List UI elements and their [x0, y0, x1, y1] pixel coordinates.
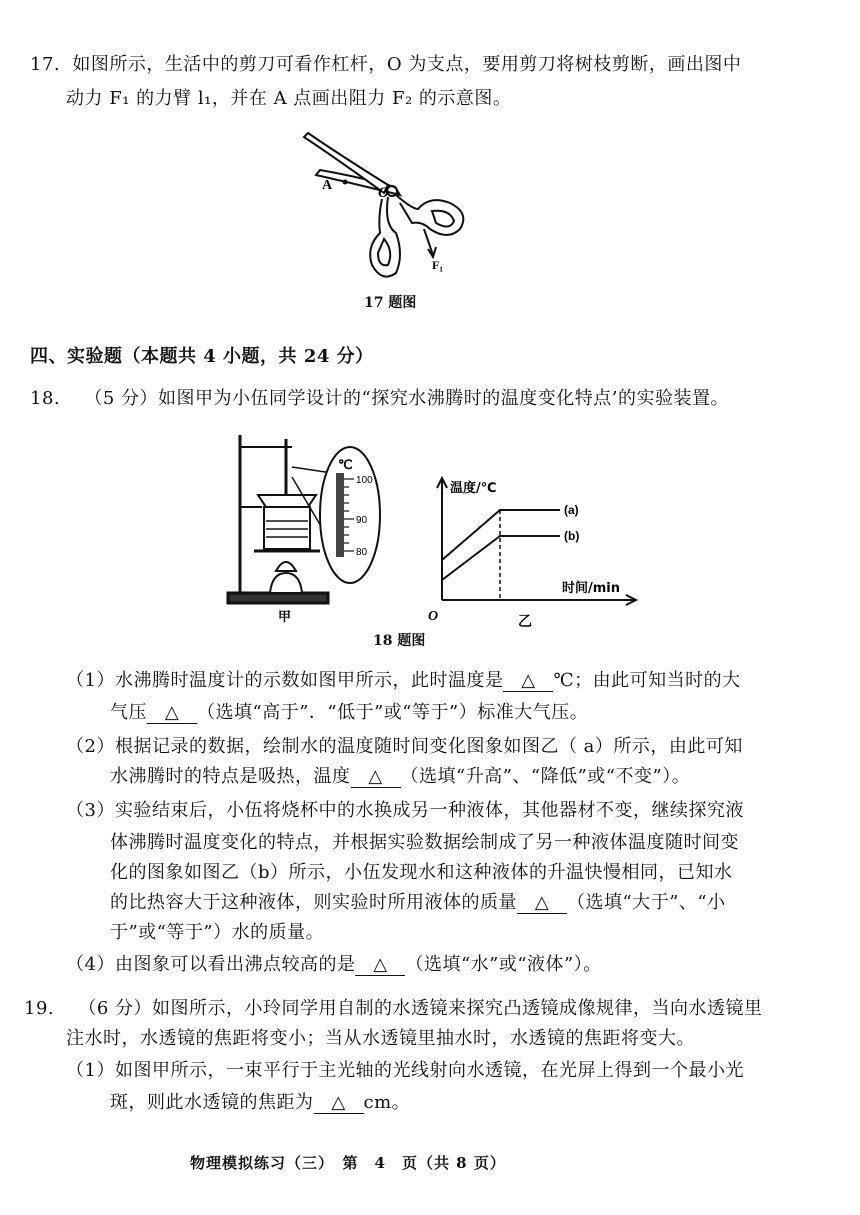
q17-text-line1: 如图所示，生活中的剪刀可看作杠杆，O 为支点，要用剪刀将树枝剪断，画出图中 — [72, 54, 742, 75]
q18-p1-text-c: 气压 — [110, 702, 147, 723]
q19-text-line1: （6 分）如图所示，小玲同学用自制的水透镜来探究凸透镜成像规律，当向水透镜里 — [78, 998, 763, 1019]
label-jia: 甲 — [278, 610, 292, 625]
q18-p3-line5: 于”或“等于”）水的质量。 — [110, 922, 325, 943]
q18-p3-line4 — [110, 888, 726, 914]
q19-p1-text-a: 斑，则此水透镜的焦距为 — [110, 1092, 314, 1113]
thermo-tick-80: 80 — [356, 547, 368, 558]
q19-p1-text-b: cm。 — [363, 1092, 411, 1113]
q18-p3-text-b: （选填“大于”、“小 — [567, 892, 726, 913]
q18-p2-line2 — [110, 762, 690, 788]
q18-p4-text-a: （4）由图象可以看出沸点较高的是 — [66, 954, 356, 975]
q19-number: 19. — [24, 998, 55, 1019]
thermo-tick-90: 90 — [356, 515, 368, 526]
answer-blank[interactable]: △ — [355, 954, 405, 976]
apparatus-figure — [220, 425, 420, 625]
scissors-handle-right-hole — [432, 211, 454, 227]
q18-p2-text-b: （选填“升高”、“降低”或“不变”）。 — [400, 766, 691, 787]
q19-p1-line1: （1）如图甲所示，一束平行于主光轴的光线射向水透镜，在光屏上得到一个最小光 — [66, 1060, 744, 1081]
q18-intro-line — [30, 384, 729, 410]
scissors-figure — [300, 125, 480, 285]
q17-number: 17. — [30, 54, 61, 75]
point-a-dot — [343, 180, 348, 185]
q19-text-line2: 注水时，水透镜的焦距将变小；当从水透镜里抽水时，水透镜的焦距将变大。 — [66, 1028, 695, 1049]
q18-intro: （5 分）如图甲为小伍同学设计的“探究水沸腾时的温度变化特点’的实验装置。 — [84, 388, 729, 409]
thermo-unit: ℃ — [338, 457, 353, 472]
q18-p3-line3: 化的图象如图乙（b）所示，小伍发现水和这种液体的升温快慢相同，已知水 — [110, 862, 733, 883]
page-footer: 物理模拟练习（三） 第 4 页（共 8 页） — [190, 1154, 506, 1172]
q18-p3-text-a: 的比热容大于这种液体，则实验时所用液体的质量 — [110, 892, 517, 913]
q18-p4-text-b: （选填“水”或“液体”）。 — [405, 954, 602, 975]
label-a: A — [322, 178, 333, 193]
scissors-handle-lower-hole — [378, 239, 390, 265]
q19-p1-line2 — [110, 1088, 410, 1114]
stand-base — [228, 593, 328, 603]
flame — [276, 562, 296, 571]
q18-p3-line2: 体沸腾时温度变化的特点，并根据实验数据绘制成了另一种液体温度随时间变 — [110, 832, 739, 853]
graph-label-b: (b) — [564, 529, 580, 543]
q18-number: 18. — [30, 388, 61, 409]
q17-line1 — [30, 50, 741, 76]
scissors-handle-right — [396, 195, 463, 235]
q18-caption: 18 题图 — [373, 633, 426, 649]
graph-line-b — [442, 536, 560, 580]
q18-p4-line — [66, 950, 602, 976]
q18-p1-line1 — [66, 666, 741, 692]
q18-p1-line2 — [110, 698, 588, 724]
temperature-graph — [420, 470, 640, 630]
answer-blank[interactable]: △ — [314, 1092, 364, 1114]
q18-p1-text-b: ℃；由此可知当时的大 — [553, 670, 741, 691]
answer-blank[interactable]: △ — [503, 670, 553, 692]
q17-caption: 17 题图 — [364, 295, 417, 311]
q18-p1-text-a: （1）水沸腾时温度计的示数如图甲所示，此时温度是 — [66, 670, 504, 691]
answer-blank[interactable]: △ — [147, 702, 197, 724]
graph-ylabel: 温度/℃ — [450, 481, 497, 496]
q18-p2-text-a: 水沸腾时的特点是吸热，温度 — [110, 766, 351, 787]
beaker — [264, 507, 310, 549]
beaker-lid — [258, 495, 316, 507]
q18-p3-line1: （3）实验结束后，小伍将烧杯中的水换成另一种液体，其他器材不变，继续探究液 — [66, 800, 744, 821]
graph-label-a: (a) — [564, 503, 579, 517]
graph-xlabel: 时间/min — [562, 581, 621, 596]
label-f1: F₁ — [432, 258, 443, 272]
q18-p2-line1: （2）根据记录的数据，绘制水的温度随时间变化图象如图乙（ a）所示，由此可知 — [66, 736, 743, 757]
thermometer-column — [336, 473, 344, 557]
q17-text-line2: 动力 F₁ 的力臂 l₁，并在 A 点画出阻力 F₂ 的示意图。 — [66, 88, 512, 109]
q19-line1 — [24, 994, 763, 1020]
q18-p1-text-d: （选填“高于”．“低于”或“等于”）标准大气压。 — [197, 702, 589, 723]
answer-blank[interactable]: △ — [517, 892, 567, 914]
label-yi: 乙 — [518, 614, 532, 630]
answer-blank[interactable]: △ — [351, 766, 401, 788]
label-o: O — [378, 185, 389, 201]
section4-title: 四、实验题（本题共 4 小题，共 24 分） — [30, 346, 374, 367]
thermo-tick-100: 100 — [356, 475, 373, 486]
alcohol-lamp — [270, 573, 302, 593]
graph-origin: O — [428, 609, 439, 624]
